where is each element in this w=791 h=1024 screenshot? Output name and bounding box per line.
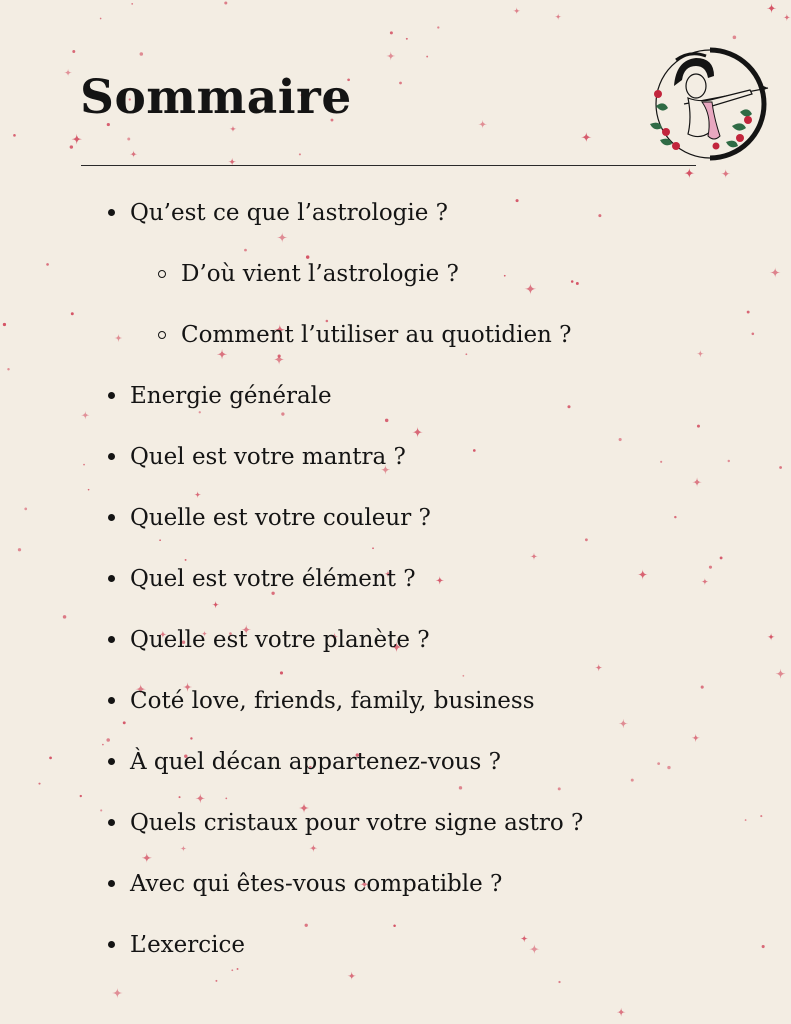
dot-star-icon — [100, 809, 102, 811]
sparkle-star-icon — [229, 125, 236, 132]
bullet-icon — [108, 575, 115, 582]
dot-star-icon — [100, 18, 102, 20]
toc-subitem — [106, 253, 746, 314]
sparkle-star-icon — [386, 52, 395, 61]
dot-star-icon — [390, 31, 393, 34]
sparkle-star-icon — [775, 669, 785, 679]
toc-item-label: Quelle est votre couleur ? — [130, 505, 431, 531]
dot-star-icon — [127, 138, 130, 141]
toc-subitem — [106, 314, 746, 375]
sparkle-star-icon — [112, 987, 123, 998]
dot-star-icon — [13, 134, 16, 137]
dot-star-icon — [80, 795, 82, 797]
dot-star-icon — [38, 783, 40, 785]
toc-item-label: Coté love, friends, family, business — [130, 688, 535, 714]
toc-item-label: Avec qui êtes-vous compatible ? — [130, 871, 503, 897]
dot-star-icon — [102, 744, 104, 746]
bullet-icon — [108, 636, 115, 643]
dot-star-icon — [88, 489, 90, 491]
bullet-icon — [108, 514, 115, 521]
dot-star-icon — [24, 508, 27, 511]
table-of-contents — [106, 192, 746, 985]
sparkle-star-icon — [72, 134, 82, 144]
sparkle-star-icon — [130, 150, 138, 158]
toc-item-label: D’où vient l’astrologie ? — [181, 261, 459, 287]
sparkle-star-icon — [767, 3, 777, 13]
toc-item — [106, 192, 746, 253]
sparkle-star-icon — [617, 1008, 626, 1017]
toc-item-label: Comment l’utiliser au quotidien ? — [181, 322, 572, 348]
dot-star-icon — [63, 615, 67, 619]
sparkle-star-icon — [770, 267, 781, 278]
toc-item — [106, 863, 746, 924]
dot-star-icon — [733, 36, 737, 40]
dot-star-icon — [46, 263, 49, 266]
sparkle-star-icon — [513, 7, 520, 14]
toc-item — [106, 558, 746, 619]
toc-item — [106, 924, 746, 985]
dot-star-icon — [299, 153, 301, 155]
dot-star-icon — [399, 82, 402, 85]
archer-emblem-icon — [636, 46, 772, 162]
dot-star-icon — [437, 26, 439, 28]
dot-star-icon — [7, 368, 9, 370]
page-title: Sommaire — [80, 70, 352, 125]
toc-item — [106, 619, 746, 680]
toc-item-label: Energie générale — [130, 383, 332, 409]
toc-item-label: Quels cristaux pour votre signe astro ? — [130, 810, 584, 836]
toc-item-label: Quel est votre élément ? — [130, 566, 416, 592]
toc-item-label: Qu’est ce que l’astrologie ? — [130, 200, 449, 226]
bullet-icon — [108, 941, 115, 948]
toc-item-label: Quelle est votre planète ? — [130, 627, 430, 653]
bullet-icon — [108, 880, 115, 887]
bullet-icon — [108, 758, 115, 765]
toc-item — [106, 802, 746, 863]
toc-item — [106, 741, 746, 802]
sparkle-star-icon — [783, 14, 790, 21]
toc-item-label: L’exercice — [130, 932, 245, 958]
dot-star-icon — [747, 311, 750, 314]
bullet-icon — [108, 392, 115, 399]
dot-star-icon — [760, 815, 762, 817]
dot-star-icon — [779, 466, 782, 469]
hollow-bullet-icon — [158, 270, 166, 278]
bullet-icon — [108, 453, 115, 460]
sparkle-star-icon — [81, 411, 89, 419]
sparkle-star-icon — [684, 168, 695, 179]
hollow-bullet-icon — [158, 331, 166, 339]
toc-item — [106, 497, 746, 558]
toc-item — [106, 680, 746, 741]
dot-star-icon — [752, 332, 755, 335]
dot-star-icon — [426, 56, 428, 58]
bullet-icon — [108, 819, 115, 826]
sparkle-star-icon — [64, 69, 72, 77]
sparkle-star-icon — [555, 13, 562, 20]
dot-star-icon — [18, 548, 21, 551]
dot-star-icon — [140, 52, 144, 56]
bullet-icon — [108, 697, 115, 704]
sparkle-star-icon — [478, 120, 487, 129]
sparkle-star-icon — [581, 132, 592, 143]
dot-star-icon — [131, 3, 133, 5]
dot-star-icon — [3, 323, 6, 326]
toc-item-label: Quel est votre mantra ? — [130, 444, 406, 470]
dot-star-icon — [762, 945, 765, 948]
dot-star-icon — [71, 312, 74, 315]
dot-star-icon — [224, 2, 227, 5]
dot-star-icon — [70, 145, 73, 148]
dot-star-icon — [72, 50, 75, 53]
bullet-icon — [108, 209, 115, 216]
dot-star-icon — [83, 464, 85, 466]
sparkle-star-icon — [721, 169, 730, 178]
toc-item-label: À quel décan appartenez-vous ? — [130, 749, 501, 775]
sparkle-star-icon — [767, 633, 774, 640]
title-divider — [81, 165, 696, 166]
dot-star-icon — [49, 757, 52, 760]
toc-item — [106, 436, 746, 497]
toc-item — [106, 375, 746, 436]
dot-star-icon — [406, 38, 408, 40]
